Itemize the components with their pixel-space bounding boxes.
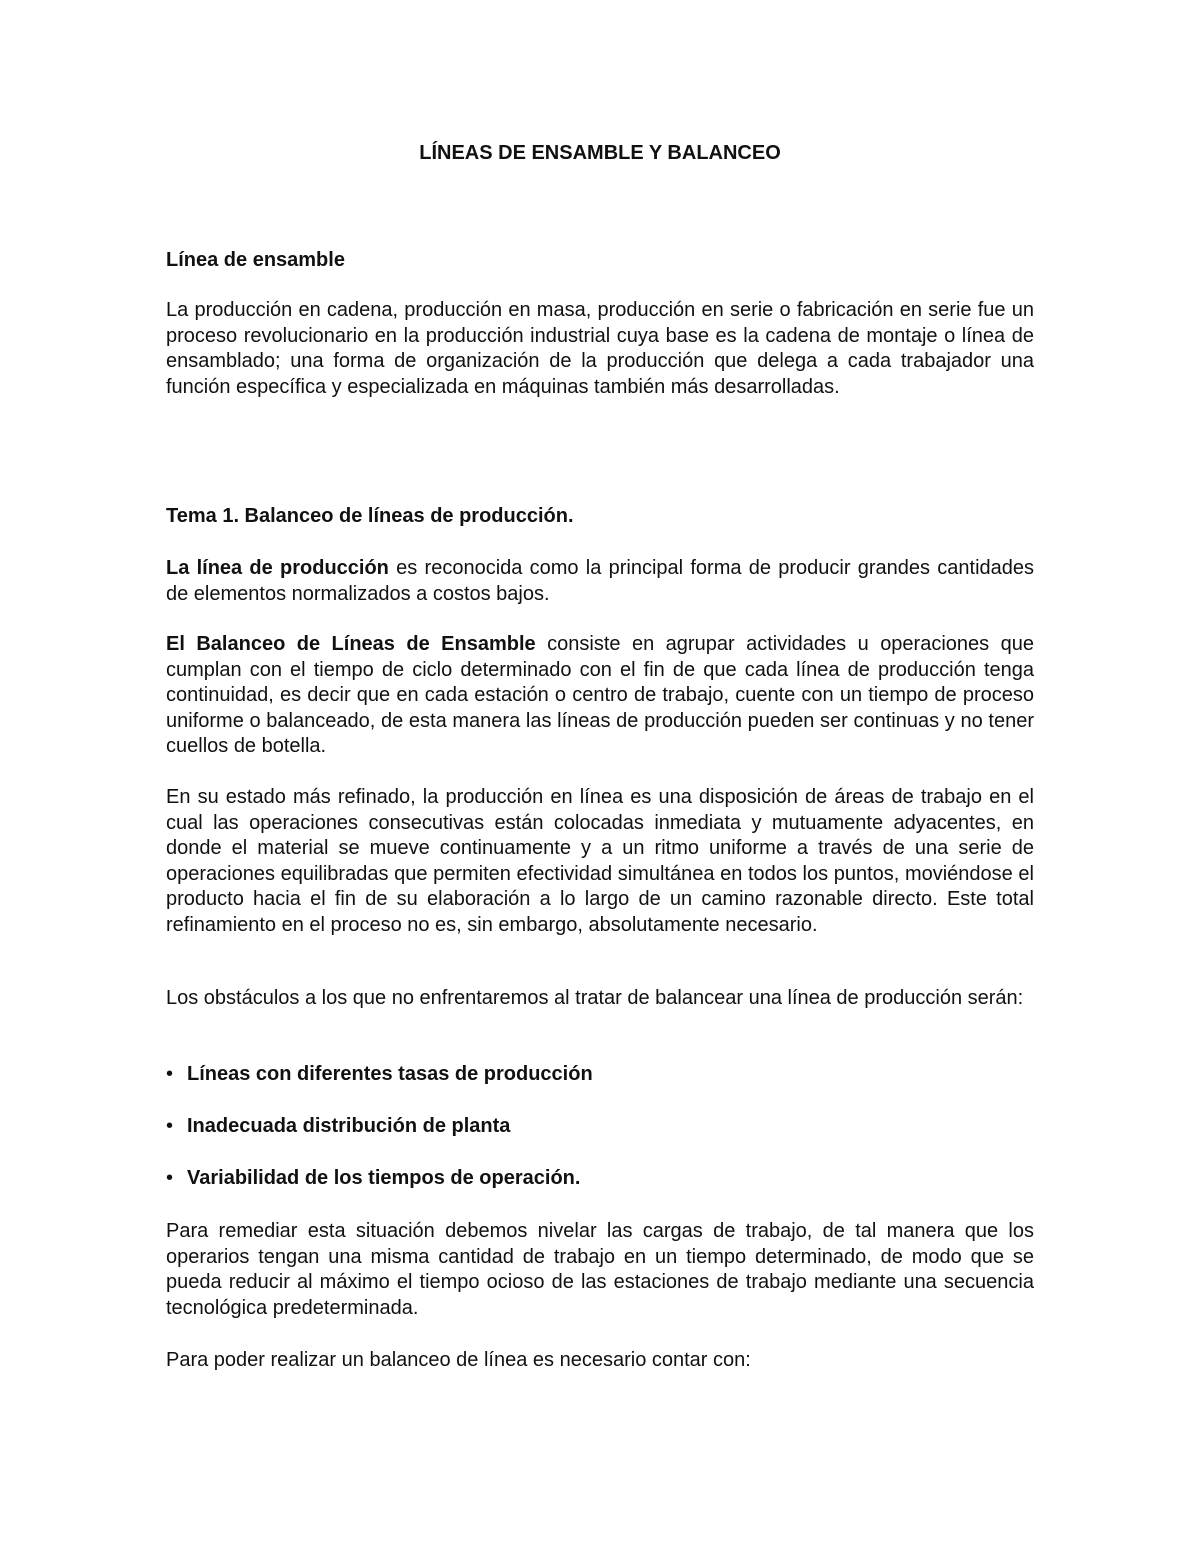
paragraph-obstaculos: Los obstáculos a los que no enfrentaremos al tratar de balancear una línea de producción serán: bbox=[166, 987, 1024, 1009]
document-title: LÍNEAS DE ENSAMBLE Y BALANCEO bbox=[419, 142, 781, 164]
obstacles-list bbox=[166, 1061, 1034, 1217]
list-item bbox=[166, 1113, 1034, 1165]
list-item-text: Variabilidad de los tiempos de operación. bbox=[187, 1167, 581, 1189]
section-heading-tema-1: Tema 1. Balanceo de líneas de producción. bbox=[166, 505, 574, 527]
bullet-icon: • bbox=[166, 1063, 174, 1085]
paragraph-estado-refinado: En su estado más refinado, la producción en línea es una disposición de áreas de trabajo en el cual las operaciones consecutivas están colocadas inmediata y mutuamente adyacentes, en donde el material se mueve continuamente y a un ritmo uniforme a través de una serie de operaciones equilibradas que permiten efectividad simultánea en todos los puntos, moviéndose el producto hacia el fin de su elaboración a lo largo de un camino razonable directo. Este total refinamiento en el proceso no es, sin embargo, absolutamente necesario. bbox=[166, 786, 1034, 936]
paragraph-remediar: Para remediar esta situación debemos nivelar las cargas de trabajo, de tal manera que los operarios tengan una misma cantidad de trabajo en un tiempo determinado, de modo que se pueda reducir al máximo el tiempo ocioso de las estaciones de trabajo mediante una secuencia tecnológica predeterminada. bbox=[166, 1220, 1034, 1319]
paragraph-linea-de-ensamble: La producción en cadena, producción en masa, producción en serie o fabricación en serie fue un proceso revolucionario en la producción industrial cuya base es la cadena de montaje o línea de ensamblado; una forma de organización de la producción que delega a cada trabajador una función específica y especializada en máquinas también más desarrolladas. bbox=[166, 299, 1034, 398]
paragraph-realizar-balanceo: Para poder realizar un balanceo de línea es necesario contar con: bbox=[166, 1349, 751, 1371]
bold-term-linea-de-produccion: La línea de producción bbox=[166, 557, 389, 579]
list-item bbox=[166, 1061, 1034, 1113]
bullet-icon: • bbox=[166, 1167, 174, 1189]
paragraph-text: consiste en agrupar actividades u operaciones que cumplan con el tiempo de ciclo determinado con el fin de que cada línea de producción tenga continuidad, es decir que en cada estación o centro de trabajo, cuente con un tiempo de proceso uniforme o balanceado, de esta manera las líneas de producción pueden ser continuas y no tener cuellos de botella. bbox=[166, 633, 1034, 757]
paragraph-balanceo-de-lineas bbox=[166, 632, 1034, 760]
list-item bbox=[166, 1165, 1034, 1217]
paragraph-linea-de-produccion bbox=[166, 556, 1034, 607]
list-item-text: Inadecuada distribución de planta bbox=[187, 1115, 511, 1137]
section-heading-linea-de-ensamble: Línea de ensamble bbox=[166, 249, 345, 271]
paragraph-text: es reconocida como la principal forma de producir grandes cantidades de elementos normalizados a costos bajos. bbox=[166, 557, 1035, 605]
list-item-text: Líneas con diferentes tasas de producción bbox=[187, 1063, 593, 1085]
bullet-icon: • bbox=[166, 1115, 174, 1137]
bold-term-balanceo-de-lineas: El Balanceo de Líneas de Ensamble bbox=[166, 633, 536, 655]
